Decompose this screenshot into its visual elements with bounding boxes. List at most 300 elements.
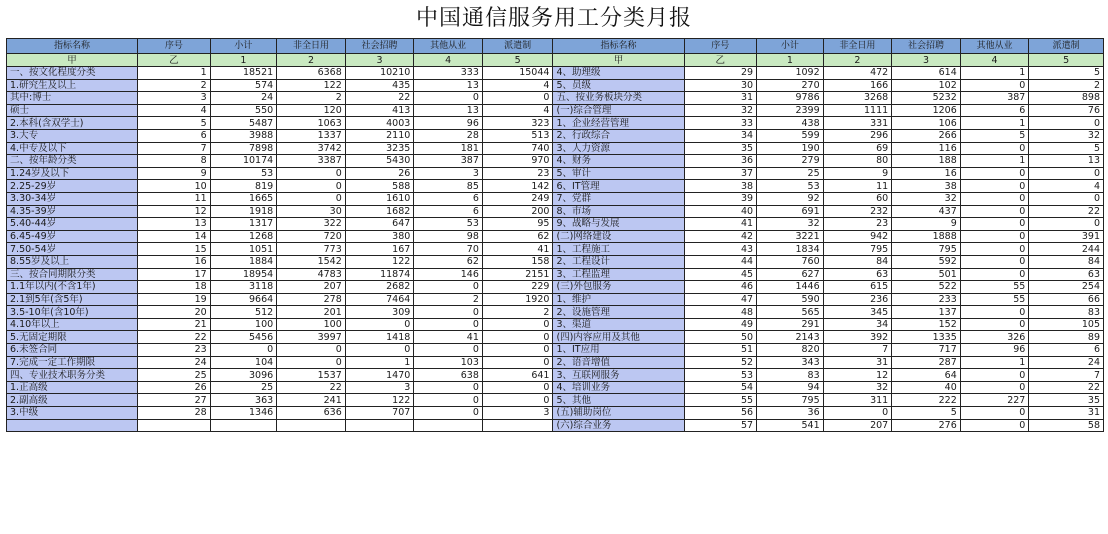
table-row: [7, 331, 1104, 344]
value-cell: 39: [684, 192, 757, 205]
column-code: 5: [1029, 54, 1104, 67]
column-code: 1: [757, 54, 824, 67]
value-cell: 0: [414, 281, 483, 294]
indicator-name-cell: 5.无固定期限: [7, 331, 138, 344]
value-cell: 6: [414, 205, 483, 218]
value-cell: 522: [892, 281, 961, 294]
value-cell: 100: [210, 318, 277, 331]
indicator-name-cell: (三)外包服务: [553, 281, 684, 294]
value-cell: 2: [1029, 79, 1104, 92]
value-cell: [414, 419, 483, 432]
value-cell: 18521: [210, 67, 277, 80]
value-cell: 207: [823, 419, 892, 432]
value-cell: 2: [277, 92, 346, 105]
value-cell: 501: [892, 268, 961, 281]
value-cell: 13: [414, 79, 483, 92]
value-cell: 0: [960, 180, 1029, 193]
value-cell: 44: [684, 255, 757, 268]
indicator-name-cell: (四)内容应用及其他: [553, 331, 684, 344]
value-cell: 0: [482, 92, 553, 105]
indicator-name-cell: 硕士: [7, 104, 138, 117]
value-cell: 3997: [277, 331, 346, 344]
value-cell: 1317: [210, 218, 277, 231]
value-cell: 2399: [757, 104, 824, 117]
value-cell: 9: [823, 167, 892, 180]
column-code: 4: [960, 54, 1029, 67]
value-cell: 11874: [345, 268, 414, 281]
value-cell: 32: [1029, 129, 1104, 142]
indicator-name-cell: 其中:博士: [7, 92, 138, 105]
indicator-name-cell: 6.45-49岁: [7, 230, 138, 243]
value-cell: 158: [482, 255, 553, 268]
value-cell: 541: [757, 419, 824, 432]
value-cell: 10210: [345, 67, 414, 80]
indicator-name-cell: 4、财务: [553, 155, 684, 168]
value-cell: 3: [138, 92, 211, 105]
indicator-name-cell: 1.正高级: [7, 381, 138, 394]
value-cell: 6: [414, 192, 483, 205]
column-header: 派遣制: [1029, 39, 1104, 54]
indicator-name-cell: (五)辅助岗位: [553, 407, 684, 420]
value-cell: 24: [1029, 356, 1104, 369]
column-code: 乙: [138, 54, 211, 67]
value-cell: 105: [1029, 318, 1104, 331]
table-row: [7, 205, 1104, 218]
value-cell: 62: [414, 255, 483, 268]
table-row: [7, 92, 1104, 105]
value-cell: 7: [138, 142, 211, 155]
value-cell: 5: [960, 129, 1029, 142]
value-cell: 35: [684, 142, 757, 155]
table-row: [7, 192, 1104, 205]
value-cell: 1206: [892, 104, 961, 117]
value-cell: 10: [138, 180, 211, 193]
value-cell: 254: [1029, 281, 1104, 294]
indicator-name-cell: 3.大专: [7, 129, 138, 142]
value-cell: 120: [277, 104, 346, 117]
table-row: [7, 117, 1104, 130]
indicator-name-cell: 4.中专及以下: [7, 142, 138, 155]
table-row: [7, 167, 1104, 180]
value-cell: 40: [684, 205, 757, 218]
value-cell: 103: [414, 356, 483, 369]
table-row: [7, 344, 1104, 357]
value-cell: 2110: [345, 129, 414, 142]
value-cell: 0: [482, 344, 553, 357]
column-header: 非全日用: [277, 39, 346, 54]
value-cell: 0: [960, 369, 1029, 382]
value-cell: 380: [345, 230, 414, 243]
value-cell: 45: [684, 268, 757, 281]
value-cell: 29: [684, 67, 757, 80]
value-cell: 1888: [892, 230, 961, 243]
value-cell: 0: [277, 356, 346, 369]
value-cell: 52: [684, 356, 757, 369]
value-cell: 4783: [277, 268, 346, 281]
value-cell: 0: [414, 344, 483, 357]
indicator-name-cell: 2.25-29岁: [7, 180, 138, 193]
value-cell: 819: [210, 180, 277, 193]
value-cell: 279: [757, 155, 824, 168]
value-cell: 34: [823, 318, 892, 331]
indicator-name-cell: 1、IT应用: [553, 344, 684, 357]
table-row: [7, 142, 1104, 155]
value-cell: 1682: [345, 205, 414, 218]
column-code: 乙: [684, 54, 757, 67]
value-cell: 311: [823, 394, 892, 407]
value-cell: 1537: [277, 369, 346, 382]
value-cell: 0: [414, 394, 483, 407]
value-cell: 222: [892, 394, 961, 407]
value-cell: 278: [277, 293, 346, 306]
value-cell: 2143: [757, 331, 824, 344]
value-cell: 4003: [345, 117, 414, 130]
value-cell: 0: [414, 318, 483, 331]
column-header: 序号: [138, 39, 211, 54]
indicator-name-cell: 8、市场: [553, 205, 684, 218]
value-cell: 615: [823, 281, 892, 294]
value-cell: 942: [823, 230, 892, 243]
value-cell: 1470: [345, 369, 414, 382]
value-cell: 12: [823, 369, 892, 382]
value-cell: 0: [960, 407, 1029, 420]
value-cell: 387: [414, 155, 483, 168]
column-code: 甲: [553, 54, 684, 67]
value-cell: 343: [757, 356, 824, 369]
value-cell: 16: [892, 167, 961, 180]
value-cell: 435: [345, 79, 414, 92]
column-header: 指标名称: [553, 39, 684, 54]
value-cell: 122: [345, 394, 414, 407]
indicator-name-cell: 一、按文化程度分类: [7, 67, 138, 80]
value-cell: 83: [1029, 306, 1104, 319]
value-cell: 27: [138, 394, 211, 407]
value-cell: 26: [345, 167, 414, 180]
value-cell: 47: [684, 293, 757, 306]
value-cell: 84: [823, 255, 892, 268]
value-cell: 331: [823, 117, 892, 130]
indicator-name-cell: 5、其他: [553, 394, 684, 407]
value-cell: 0: [482, 381, 553, 394]
value-cell: 94: [757, 381, 824, 394]
column-header: 派遣制: [482, 39, 553, 54]
value-cell: 6368: [277, 67, 346, 80]
value-cell: 1542: [277, 255, 346, 268]
table-row: [7, 230, 1104, 243]
value-cell: 9: [138, 167, 211, 180]
value-cell: 28: [138, 407, 211, 420]
value-cell: 0: [960, 419, 1029, 432]
value-cell: 63: [1029, 268, 1104, 281]
value-cell: 599: [757, 129, 824, 142]
value-cell: 3096: [210, 369, 277, 382]
value-cell: 122: [345, 255, 414, 268]
indicator-name-cell: 3、互联网服务: [553, 369, 684, 382]
value-cell: 1092: [757, 67, 824, 80]
column-header: 社会招聘: [345, 39, 414, 54]
value-cell: 1: [960, 117, 1029, 130]
value-cell: 58: [1029, 419, 1104, 432]
indicator-name-cell: 1.1年以内(不含1年): [7, 281, 138, 294]
value-cell: 63: [823, 268, 892, 281]
value-cell: 0: [345, 344, 414, 357]
value-cell: 0: [960, 318, 1029, 331]
value-cell: 7898: [210, 142, 277, 155]
value-cell: 9786: [757, 92, 824, 105]
value-cell: 7464: [345, 293, 414, 306]
value-cell: 638: [414, 369, 483, 382]
value-cell: 4: [482, 104, 553, 117]
value-cell: 13: [138, 218, 211, 231]
value-cell: 795: [823, 243, 892, 256]
value-cell: 5: [1029, 142, 1104, 155]
value-cell: 3: [414, 167, 483, 180]
value-cell: 21: [138, 318, 211, 331]
value-cell: 2151: [482, 268, 553, 281]
value-cell: 201: [277, 306, 346, 319]
value-cell: 0: [823, 407, 892, 420]
column-header: 其他从业: [960, 39, 1029, 54]
value-cell: 28: [414, 129, 483, 142]
value-cell: 1834: [757, 243, 824, 256]
value-cell: 0: [277, 180, 346, 193]
value-cell: 0: [960, 205, 1029, 218]
value-cell: 0: [960, 192, 1029, 205]
value-cell: 229: [482, 281, 553, 294]
indicator-name-cell: 5、员级: [553, 79, 684, 92]
value-cell: 6: [1029, 344, 1104, 357]
value-cell: 363: [210, 394, 277, 407]
indicator-name-cell: 四、专业技术职务分类: [7, 369, 138, 382]
indicator-name-cell: 3、人力资源: [553, 142, 684, 155]
indicator-name-cell: 3.30-34岁: [7, 192, 138, 205]
value-cell: 22: [345, 92, 414, 105]
value-cell: 1446: [757, 281, 824, 294]
indicator-name-cell: 4.35-39岁: [7, 205, 138, 218]
value-cell: 1920: [482, 293, 553, 306]
value-cell: 95: [482, 218, 553, 231]
indicator-name-cell: 7、党群: [553, 192, 684, 205]
value-cell: 1335: [892, 331, 961, 344]
value-cell: 6: [960, 104, 1029, 117]
table-row: [7, 129, 1104, 142]
indicator-name-cell: 9、战略与发展: [553, 218, 684, 231]
value-cell: 249: [482, 192, 553, 205]
value-cell: 590: [757, 293, 824, 306]
table-body: [7, 39, 1104, 432]
value-cell: 1337: [277, 129, 346, 142]
indicator-name-cell: 3.中级: [7, 407, 138, 420]
value-cell: 795: [892, 243, 961, 256]
table-row: [7, 281, 1104, 294]
value-cell: 227: [960, 394, 1029, 407]
value-cell: 22: [1029, 381, 1104, 394]
value-cell: 276: [892, 419, 961, 432]
table-row: [7, 255, 1104, 268]
value-cell: 12: [138, 205, 211, 218]
table-row: [7, 419, 1104, 432]
table-row: [7, 67, 1104, 80]
value-cell: 691: [757, 205, 824, 218]
value-cell: 0: [414, 92, 483, 105]
table-row: [7, 318, 1104, 331]
value-cell: 296: [823, 129, 892, 142]
column-code: 2: [277, 54, 346, 67]
value-cell: 4: [1029, 180, 1104, 193]
value-cell: 43: [684, 243, 757, 256]
value-cell: 2682: [345, 281, 414, 294]
value-cell: 636: [277, 407, 346, 420]
value-cell: 24: [210, 92, 277, 105]
value-cell: 17: [138, 268, 211, 281]
value-cell: 48: [684, 306, 757, 319]
value-cell: 10174: [210, 155, 277, 168]
value-cell: 0: [960, 268, 1029, 281]
value-cell: 207: [277, 281, 346, 294]
value-cell: 3221: [757, 230, 824, 243]
value-cell: 76: [1029, 104, 1104, 117]
value-cell: 0: [1029, 218, 1104, 231]
table-row: [7, 394, 1104, 407]
value-cell: 32: [684, 104, 757, 117]
value-cell: 1884: [210, 255, 277, 268]
value-cell: 244: [1029, 243, 1104, 256]
indicator-name-cell: 2、设施管理: [553, 306, 684, 319]
value-cell: 32: [757, 218, 824, 231]
value-cell: 23: [138, 344, 211, 357]
value-cell: 2: [414, 293, 483, 306]
value-cell: 1063: [277, 117, 346, 130]
column-code: 3: [892, 54, 961, 67]
value-cell: 3988: [210, 129, 277, 142]
value-cell: 898: [1029, 92, 1104, 105]
value-cell: 326: [960, 331, 1029, 344]
value-cell: 1268: [210, 230, 277, 243]
indicator-name-cell: 4、培训业务: [553, 381, 684, 394]
value-cell: 64: [892, 369, 961, 382]
value-cell: 152: [892, 318, 961, 331]
value-cell: 8: [138, 155, 211, 168]
value-cell: 51: [684, 344, 757, 357]
value-cell: 25: [138, 369, 211, 382]
value-cell: 53: [684, 369, 757, 382]
value-cell: 512: [210, 306, 277, 319]
value-cell: 550: [210, 104, 277, 117]
value-cell: 3268: [823, 92, 892, 105]
value-cell: 717: [892, 344, 961, 357]
value-cell: 333: [414, 67, 483, 80]
value-cell: 92: [757, 192, 824, 205]
value-cell: 31: [1029, 407, 1104, 420]
value-cell: 146: [414, 268, 483, 281]
indicator-name-cell: 4.10年以上: [7, 318, 138, 331]
value-cell: 116: [892, 142, 961, 155]
column-header: 小计: [210, 39, 277, 54]
value-cell: 22: [138, 331, 211, 344]
report-table: [6, 38, 1104, 432]
indicator-name-cell: 三、按合同期限分类: [7, 268, 138, 281]
value-cell: 4: [138, 104, 211, 117]
value-cell: [345, 419, 414, 432]
value-cell: 14: [138, 230, 211, 243]
value-cell: 23: [482, 167, 553, 180]
value-cell: 574: [210, 79, 277, 92]
value-cell: 1918: [210, 205, 277, 218]
indicator-name-cell: 2.副高级: [7, 394, 138, 407]
value-cell: 54: [684, 381, 757, 394]
value-cell: 588: [345, 180, 414, 193]
value-cell: 9664: [210, 293, 277, 306]
value-cell: 236: [823, 293, 892, 306]
value-cell: 0: [960, 243, 1029, 256]
value-cell: 270: [757, 79, 824, 92]
value-cell: 0: [960, 218, 1029, 231]
value-cell: 0: [960, 167, 1029, 180]
value-cell: 60: [823, 192, 892, 205]
indicator-name-cell: 7.完成一定工作期限: [7, 356, 138, 369]
value-cell: 167: [345, 243, 414, 256]
indicator-name-cell: (二)网络建设: [553, 230, 684, 243]
value-cell: 3235: [345, 142, 414, 155]
value-cell: 96: [960, 344, 1029, 357]
value-cell: 188: [892, 155, 961, 168]
value-cell: 53: [210, 167, 277, 180]
value-cell: 1: [345, 356, 414, 369]
indicator-name-cell: 2.本科(含双学士): [7, 117, 138, 130]
indicator-name-cell: 二、按年龄分类: [7, 155, 138, 168]
indicator-name-cell: 5.40-44岁: [7, 218, 138, 231]
table-row: [7, 381, 1104, 394]
value-cell: 36: [684, 155, 757, 168]
value-cell: 0: [960, 255, 1029, 268]
indicator-name-cell: 1、工程施工: [553, 243, 684, 256]
value-cell: 2: [482, 306, 553, 319]
indicator-name-cell: 3、工程监理: [553, 268, 684, 281]
value-cell: 760: [757, 255, 824, 268]
value-cell: 22: [277, 381, 346, 394]
value-cell: 0: [482, 331, 553, 344]
value-cell: 1610: [345, 192, 414, 205]
value-cell: 3: [345, 381, 414, 394]
value-cell: 30: [277, 205, 346, 218]
column-header: 非全日用: [823, 39, 892, 54]
value-cell: 513: [482, 129, 553, 142]
value-cell: 31: [684, 92, 757, 105]
value-cell: 55: [960, 281, 1029, 294]
value-cell: 104: [210, 356, 277, 369]
indicator-name-cell: 五、按业务板块分类: [553, 92, 684, 105]
indicator-name-cell: 6.未签合同: [7, 344, 138, 357]
value-cell: 20: [138, 306, 211, 319]
value-cell: [138, 419, 211, 432]
value-cell: 166: [823, 79, 892, 92]
value-cell: 46: [684, 281, 757, 294]
value-cell: 1665: [210, 192, 277, 205]
value-cell: 200: [482, 205, 553, 218]
value-cell: 0: [1029, 117, 1104, 130]
value-cell: 0: [277, 167, 346, 180]
value-cell: 32: [823, 381, 892, 394]
value-cell: 7: [1029, 369, 1104, 382]
column-header: 社会招聘: [892, 39, 961, 54]
column-code: 4: [414, 54, 483, 67]
value-cell: 37: [684, 167, 757, 180]
value-cell: 5232: [892, 92, 961, 105]
value-cell: 26: [138, 381, 211, 394]
value-cell: 22: [1029, 205, 1104, 218]
value-cell: 24: [138, 356, 211, 369]
value-cell: 0: [277, 344, 346, 357]
